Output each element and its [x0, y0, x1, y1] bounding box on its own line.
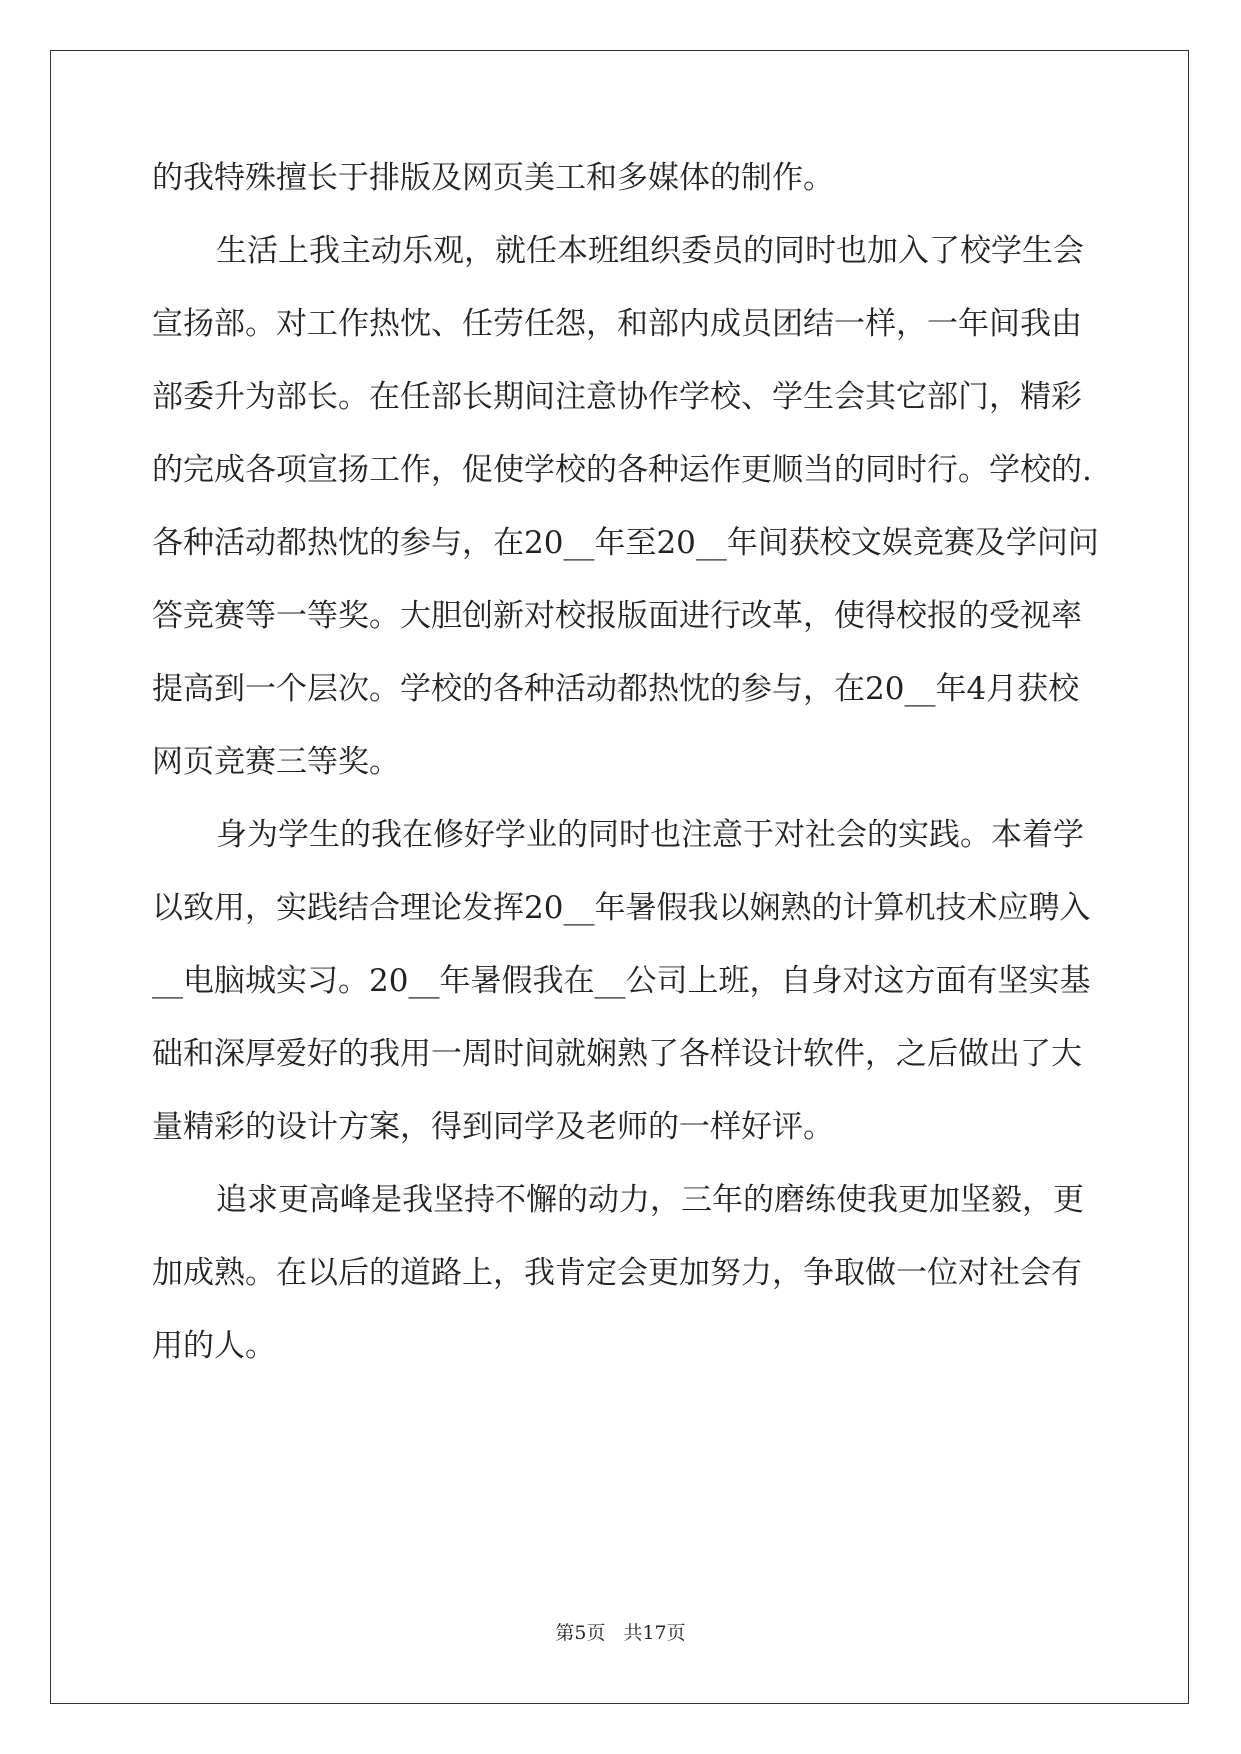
text-line: 的我特殊擅长于排版及网页美工和多媒体的制作。 [152, 160, 834, 196]
paragraph-first-line: 生活上我主动乐观，就任本班组织委员的同时也加入了校学生会 [216, 233, 1084, 269]
text-line: __电脑城实习。20__年暑假我在__公司上班，自身对这方面有坚实基 [152, 963, 1091, 999]
text-line: 答竞赛等一等奖。大胆创新对校报版面进行改革，使得校报的受视率 [152, 598, 1082, 634]
paragraph-first-line: 追求更高峰是我坚持不懈的动力，三年的磨练使我更加坚毅，更 [216, 1182, 1084, 1218]
text-line: 网页竞赛三等奖。 [152, 744, 400, 780]
text-line: 量精彩的设计方案，得到同学及老师的一样好评。 [152, 1109, 834, 1145]
total-page-count: 共17页 [623, 1622, 686, 1644]
text-line: 以致用，实践结合理论发挥20__年暑假我以娴熟的计算机技术应聘入 [152, 890, 1091, 926]
current-page-number: 第5页 [555, 1622, 606, 1644]
page-frame [50, 50, 1189, 1704]
text-line: 提高到一个层次。学校的各种活动都热忱的参与，在20__年4月获校 [152, 671, 1080, 707]
text-line: 加成熟。在以后的道路上，我肯定会更加努力，争取做一位对社会有 [152, 1255, 1082, 1291]
text-line: 部委升为部长。在任部长期间注意协作学校、学生会其它部门，精彩 [152, 379, 1082, 415]
paragraph-first-line: 身为学生的我在修好学业的同时也注意于对社会的实践。本着学 [216, 817, 1084, 853]
text-line: 宣扬部。对工作热忱、任劳任怨，和部内成员团结一样，一年间我由 [152, 306, 1082, 342]
text-line: 各种活动都热忱的参与，在20__年至20__年间获校文娱竞赛及学问问 [152, 525, 1099, 561]
page-footer [0, 1618, 1241, 1645]
text-line: 的完成各项宣扬工作，促使学校的各种运作更顺当的同时行。学校的. [152, 452, 1092, 488]
text-line: 用的人。 [152, 1328, 276, 1364]
text-line: 础和深厚爱好的我用一周时间就娴熟了各样设计软件，之后做出了大 [152, 1036, 1082, 1072]
